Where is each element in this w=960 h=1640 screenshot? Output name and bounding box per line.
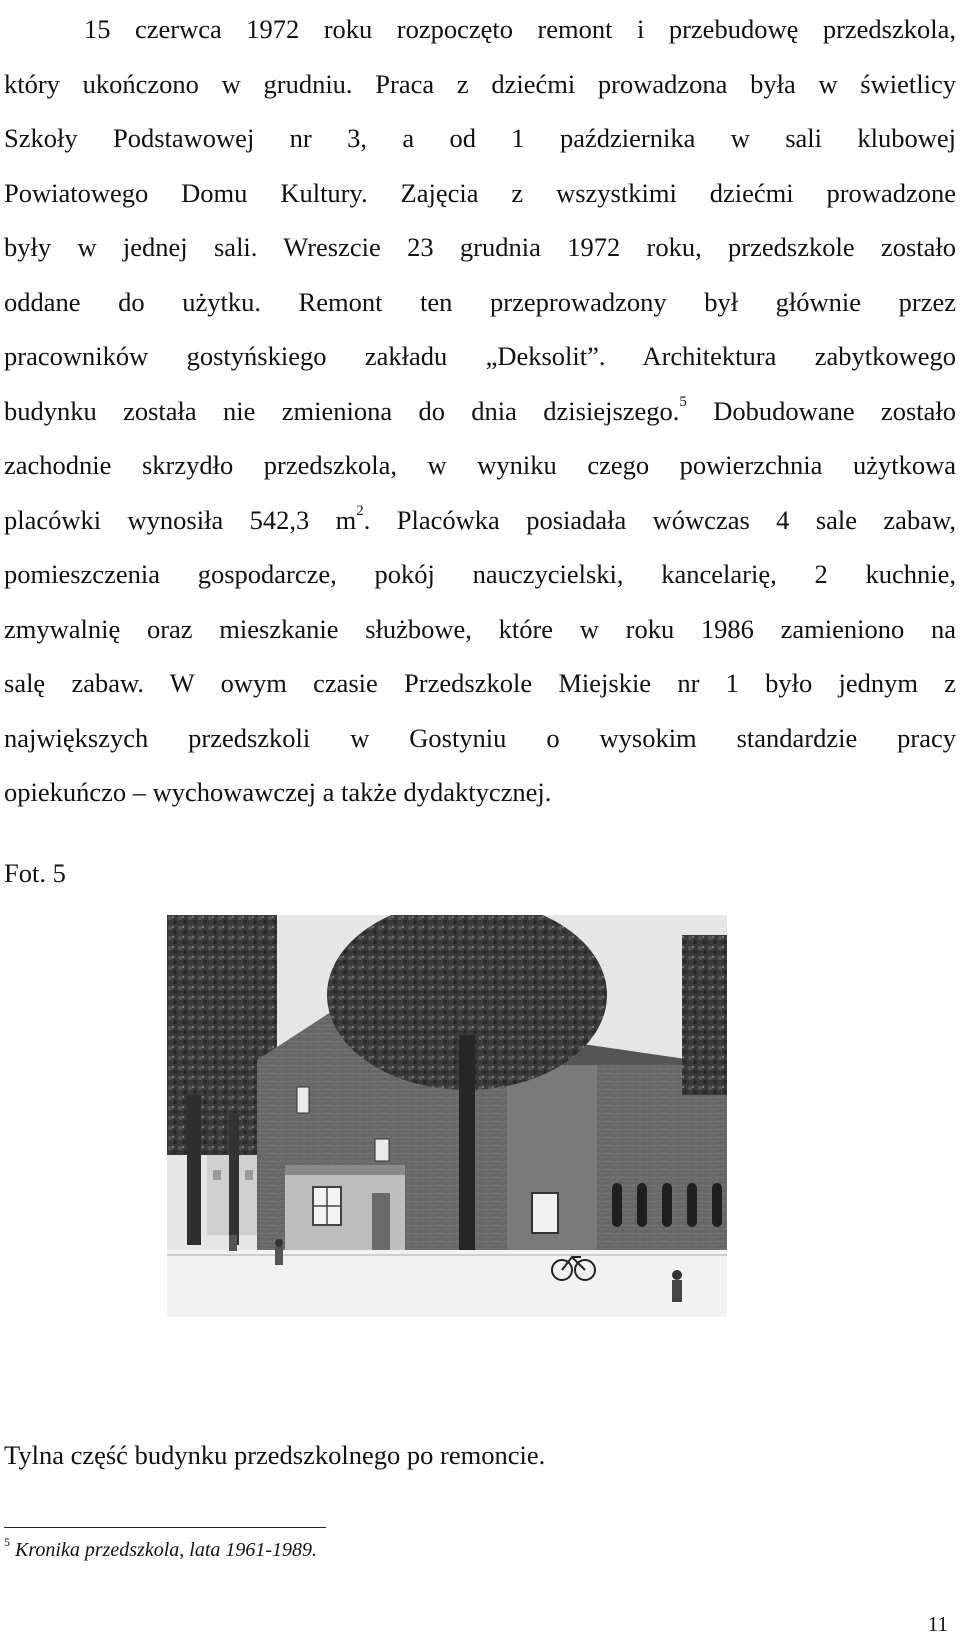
paragraph-line: Szkoły Podstawowej nr 3, a od 1 października w sali klubowej bbox=[4, 123, 956, 153]
figure-caption: Tylna część budynku przedszkolnego po remoncie. bbox=[4, 1440, 546, 1470]
paragraph-line bbox=[4, 384, 956, 439]
paragraph-line: salę zabaw. W owym czasie Przedszkole Miejskie nr 1 było jednym z bbox=[4, 668, 956, 698]
footnote-divider bbox=[4, 1527, 326, 1528]
paragraph-line: pracowników gostyńskiego zakładu „Deksolit”. Architektura zabytkowego bbox=[4, 341, 956, 371]
paragraph-line: oddane do użytku. Remont ten przeprowadzony był głównie przez bbox=[4, 286, 956, 317]
paragraph-text: placówki wynosiła 542,3 m bbox=[4, 504, 357, 535]
footnote-number: 5 bbox=[4, 1535, 10, 1550]
paragraph-line: pomieszczenia gospodarcze, pokój nauczycielski, kancelarię, 2 kuchnie, bbox=[4, 559, 956, 589]
paragraph-line bbox=[4, 493, 956, 548]
page-number: 11 bbox=[927, 1612, 948, 1636]
building-photo bbox=[167, 915, 727, 1317]
paragraph-text: . Placówka posiadała wówczas 4 sale zabaw, bbox=[363, 504, 956, 535]
footnote-text: Kronika przedszkola, lata 1961-1989. bbox=[15, 1539, 318, 1561]
paragraph-line: który ukończono w grudniu. Praca z dziećmi prowadzona była w świetlicy bbox=[4, 68, 956, 99]
paragraph-line: 15 czerwca 1972 roku rozpoczęto remont i przebudowę przedszkola, bbox=[84, 14, 956, 44]
figure-label: Fot. 5 bbox=[4, 858, 66, 888]
superscript-exponent: 2 bbox=[356, 502, 364, 519]
paragraph-line: największych przedszkoli w Gostyniu o wysokim standardzie pracy bbox=[4, 722, 956, 753]
building-photo-drawing bbox=[167, 915, 727, 1317]
paragraph-line: zachodnie skrzydło przedszkola, w wyniku czego powierzchnia użytkowa bbox=[4, 450, 956, 480]
paragraph-line: zmywalnię oraz mieszkanie służbowe, które w roku 1986 zamieniono na bbox=[4, 613, 956, 644]
footnote-reference[interactable]: 5 bbox=[679, 393, 687, 410]
paragraph-line: opiekuńczo – wychowawczej a także dydaktycznej. bbox=[4, 777, 552, 807]
body-paragraph bbox=[4, 2, 956, 820]
paragraph-line: Powiatowego Domu Kultury. Zajęcia z wszystkimi dziećmi prowadzone bbox=[4, 177, 956, 208]
paragraph-text: Dobudowane zostało bbox=[713, 395, 956, 426]
footnote bbox=[4, 1535, 318, 1562]
paragraph-line: były w jednej sali. Wreszcie 23 grudnia 1972 roku, przedszkole zostało bbox=[4, 232, 956, 262]
paragraph-text: budynku została nie zmieniona do dnia dzisiejszego. bbox=[4, 395, 680, 426]
